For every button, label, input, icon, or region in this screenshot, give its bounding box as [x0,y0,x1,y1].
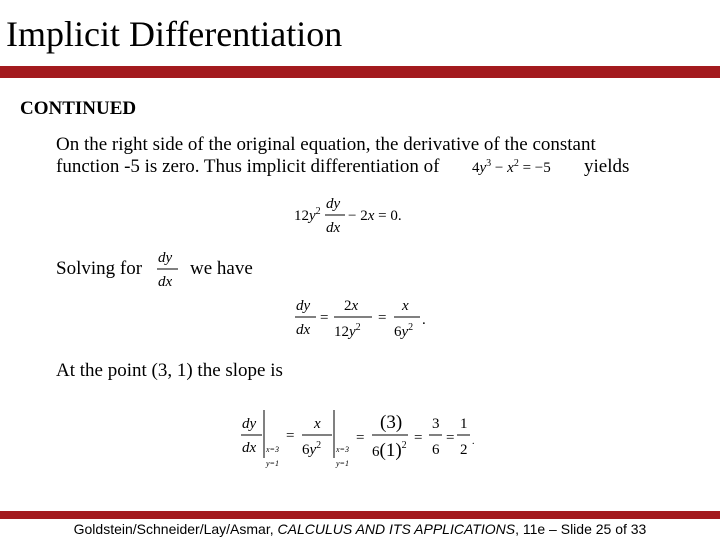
svg-text:dy: dy [242,416,257,432]
svg-text:x: x [314,416,321,432]
svg-text:dy: dy [326,196,341,212]
solved-derivative [292,294,442,342]
svg-text:6y2: $6y^2$ [394,322,414,340]
title-divider-bar [0,66,720,78]
solving-for-label: Solving for [56,258,143,279]
svg-text:dx: dx [326,220,341,236]
paragraph-line-2-text: function -5 is zero. Thus implicit differentiation of [56,156,440,177]
svg-text:12y2: $12y^2$ [294,206,321,224]
svg-text:4y3 − x2 = −5: $4y^3 - x^2 = -5$ [472,158,551,176]
section-heading: CONTINUED [20,98,137,119]
svg-text:x=3: x=3 [266,445,279,454]
svg-text:dx: dx [242,440,257,456]
svg-text:y=1: y=1 [336,459,349,468]
svg-text:x=3: x=3 [336,445,349,454]
svg-text:1: 1 [460,416,468,432]
we-have-label: we have [190,258,253,279]
svg-text:2: 2 [460,442,468,458]
svg-text:2x: 2x [344,298,359,314]
svg-text:=: = [286,428,295,444]
slope-evaluation [236,404,486,476]
paragraph-line-2-end: yields [584,156,630,177]
svg-text:=: = [320,310,329,326]
svg-text:3: 3 [432,416,440,432]
dy-dx-fraction [154,246,184,292]
svg-text:=: = [356,430,365,446]
svg-text:dx: dx [296,322,311,338]
svg-text:6y2: $6y^2$ [302,440,322,458]
slide-footer [0,519,720,540]
footer-divider-bar [0,511,720,519]
svg-text:dy: dy [296,298,311,314]
footer-authors: Goldstein/Schneider/Lay/Asmar, [73,521,278,537]
footer-slide-number: , 11e – Slide 25 of 33 [515,521,647,537]
svg-text:(3): (3) [380,412,403,433]
paragraph-line-2 [56,156,439,178]
svg-text:=: = [414,430,423,446]
svg-text:− 2x = 0.: − 2x = 0. [348,208,402,224]
svg-text:.: . [422,312,426,328]
svg-text:y=1: y=1 [266,459,279,468]
svg-text:6(1)2: $6(1)^2$ [372,440,407,461]
svg-text:12y2: $12y^2$ [334,322,361,340]
svg-text:=: = [378,310,387,326]
svg-text:dy: dy [158,250,173,266]
footer-book-title: CALCULUS AND ITS APPLICATIONS [277,521,516,537]
slide-title: Implicit Differentiation [6,14,343,54]
svg-text:.: . [472,436,475,447]
point-slope-text: At the point (3, 1) the slope is [56,360,283,381]
derivative-equation [290,192,430,238]
svg-text:6: 6 [432,442,440,458]
paragraph-line-1: On the right side of the original equation, the derivative of the constant [56,134,596,155]
svg-text:x: x [402,298,409,314]
svg-text:dx: dx [158,274,173,290]
svg-text:=: = [446,430,455,446]
original-equation [470,152,580,180]
